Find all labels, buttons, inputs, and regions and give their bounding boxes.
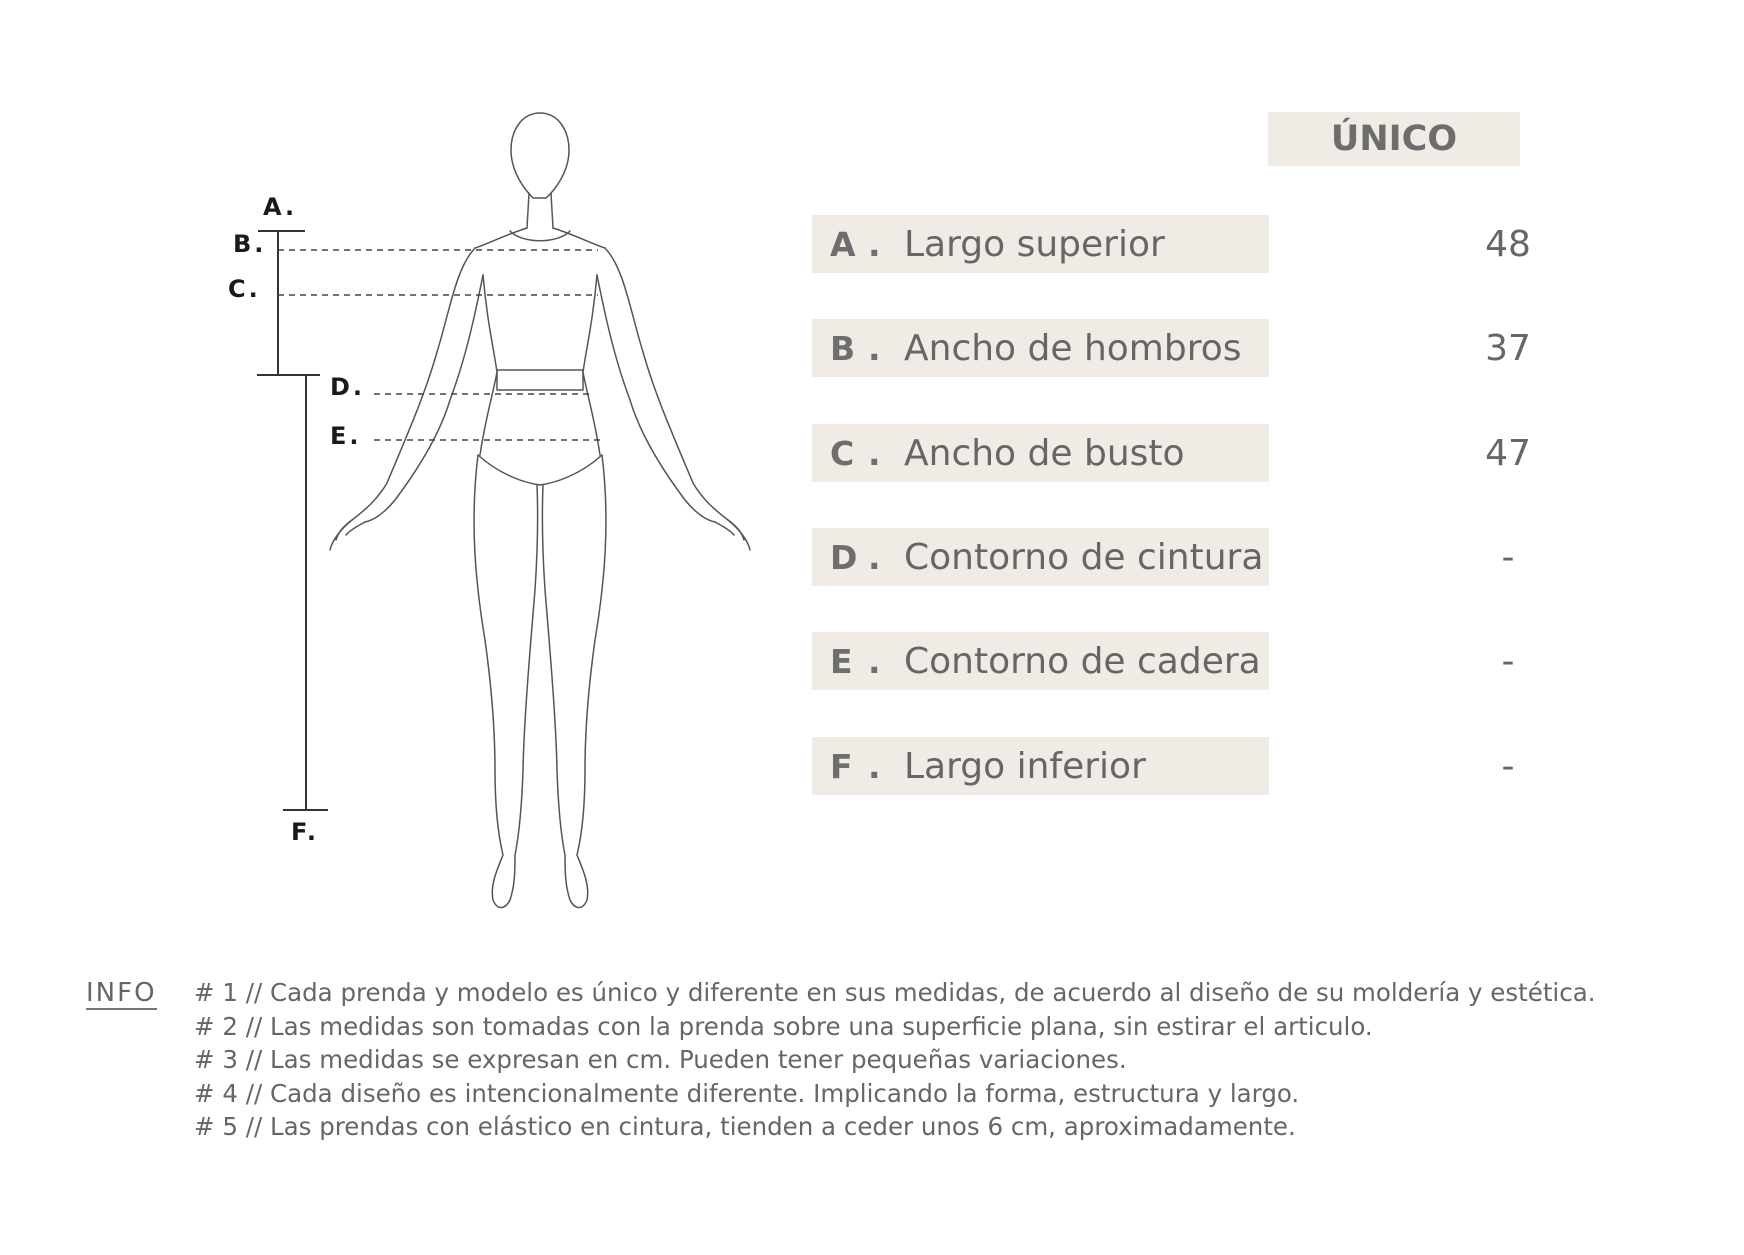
measurement-label-box	[812, 632, 1269, 690]
info-note: # 5 // Las prendas con elástico en cintura, tienden a ceder unos 6 cm, aproximadamente.	[194, 1112, 1296, 1141]
measurement-name: Ancho de busto	[904, 432, 1185, 474]
measurement-letter: E	[830, 641, 853, 681]
measurement-dot: .	[868, 224, 881, 264]
measurement-label-box	[812, 528, 1269, 586]
figure-label-c: C.	[228, 275, 261, 303]
measurement-row	[812, 215, 1531, 273]
measurement-value: -	[1501, 536, 1515, 578]
info-note: # 4 // Cada diseño es intencionalmente diferente. Implicando la forma, estructura y largo.	[194, 1078, 1300, 1108]
info-note: # 1 // Cada prenda y modelo es único y diferente en sus medidas, de acuerdo al diseño de su moldería y estética.	[194, 978, 1596, 1007]
body-outline	[330, 113, 750, 908]
measurement-dot: .	[868, 328, 881, 368]
measurement-dot: .	[868, 641, 881, 681]
figure-label-e: E.	[330, 422, 362, 450]
measurement-name: Largo inferior	[904, 745, 1146, 787]
measurement-name: Ancho de hombros	[904, 327, 1242, 369]
measurement-letter: A	[830, 224, 856, 264]
measurement-dot: .	[868, 537, 881, 577]
measurement-label-box	[812, 319, 1269, 377]
measurement-letter: D	[830, 537, 858, 577]
figure-right-leg	[542, 455, 606, 908]
figure-label-d: D.	[330, 373, 366, 401]
measurement-label-box	[812, 424, 1269, 482]
figure-torso-left	[480, 275, 497, 455]
info-notes-list	[194, 976, 1596, 1144]
measurement-name: Contorno de cintura	[904, 536, 1264, 578]
measurement-guides	[257, 231, 328, 810]
figure-waistband	[497, 370, 583, 390]
measurement-row	[812, 424, 1531, 482]
figure-label-a: A.	[263, 193, 298, 221]
measurement-dot: .	[868, 746, 881, 786]
size-column-header: ÚNICO	[1268, 112, 1520, 166]
figure-right-arm	[597, 248, 750, 550]
measurement-value: -	[1501, 745, 1515, 787]
figure-left-leg	[474, 455, 538, 908]
measurement-value: 37	[1485, 327, 1531, 369]
info-note: # 3 // Las medidas se expresan en cm. Pueden tener pequeñas variaciones.	[194, 1045, 1127, 1074]
measurement-row	[812, 737, 1515, 795]
figure-head	[511, 113, 569, 198]
measurement-dot: .	[868, 433, 881, 473]
measurement-row	[812, 632, 1515, 690]
measurement-value: -	[1501, 640, 1515, 682]
figure-label-b: B.	[233, 230, 267, 258]
measurement-dashes	[278, 250, 605, 440]
figure-shoulders	[475, 228, 605, 248]
measurement-letter: C	[830, 433, 855, 473]
measurement-row	[812, 528, 1515, 586]
measurement-label-box	[812, 215, 1269, 273]
figure-left-hand	[336, 520, 365, 540]
figure-torso-right	[583, 275, 600, 455]
measurement-value: 47	[1485, 432, 1531, 474]
info-title: INFO	[86, 978, 157, 1008]
measurement-value: 48	[1485, 223, 1531, 265]
measurement-name: Contorno de cadera	[904, 640, 1261, 682]
figure-briefs	[478, 455, 602, 485]
measurement-letter: B	[830, 328, 856, 368]
measurement-name: Largo superior	[904, 223, 1165, 265]
measurement-label-box	[812, 737, 1269, 795]
figure-neckline	[510, 231, 570, 241]
figure-label-f: F.	[291, 818, 319, 846]
measurement-row	[812, 319, 1531, 377]
info-note: # 2 // Las medidas son tomadas con la prenda sobre una superficie plana, sin estirar el articulo.	[194, 1011, 1373, 1041]
figure-right-hand	[715, 520, 744, 540]
measurement-letter: F	[830, 746, 853, 786]
